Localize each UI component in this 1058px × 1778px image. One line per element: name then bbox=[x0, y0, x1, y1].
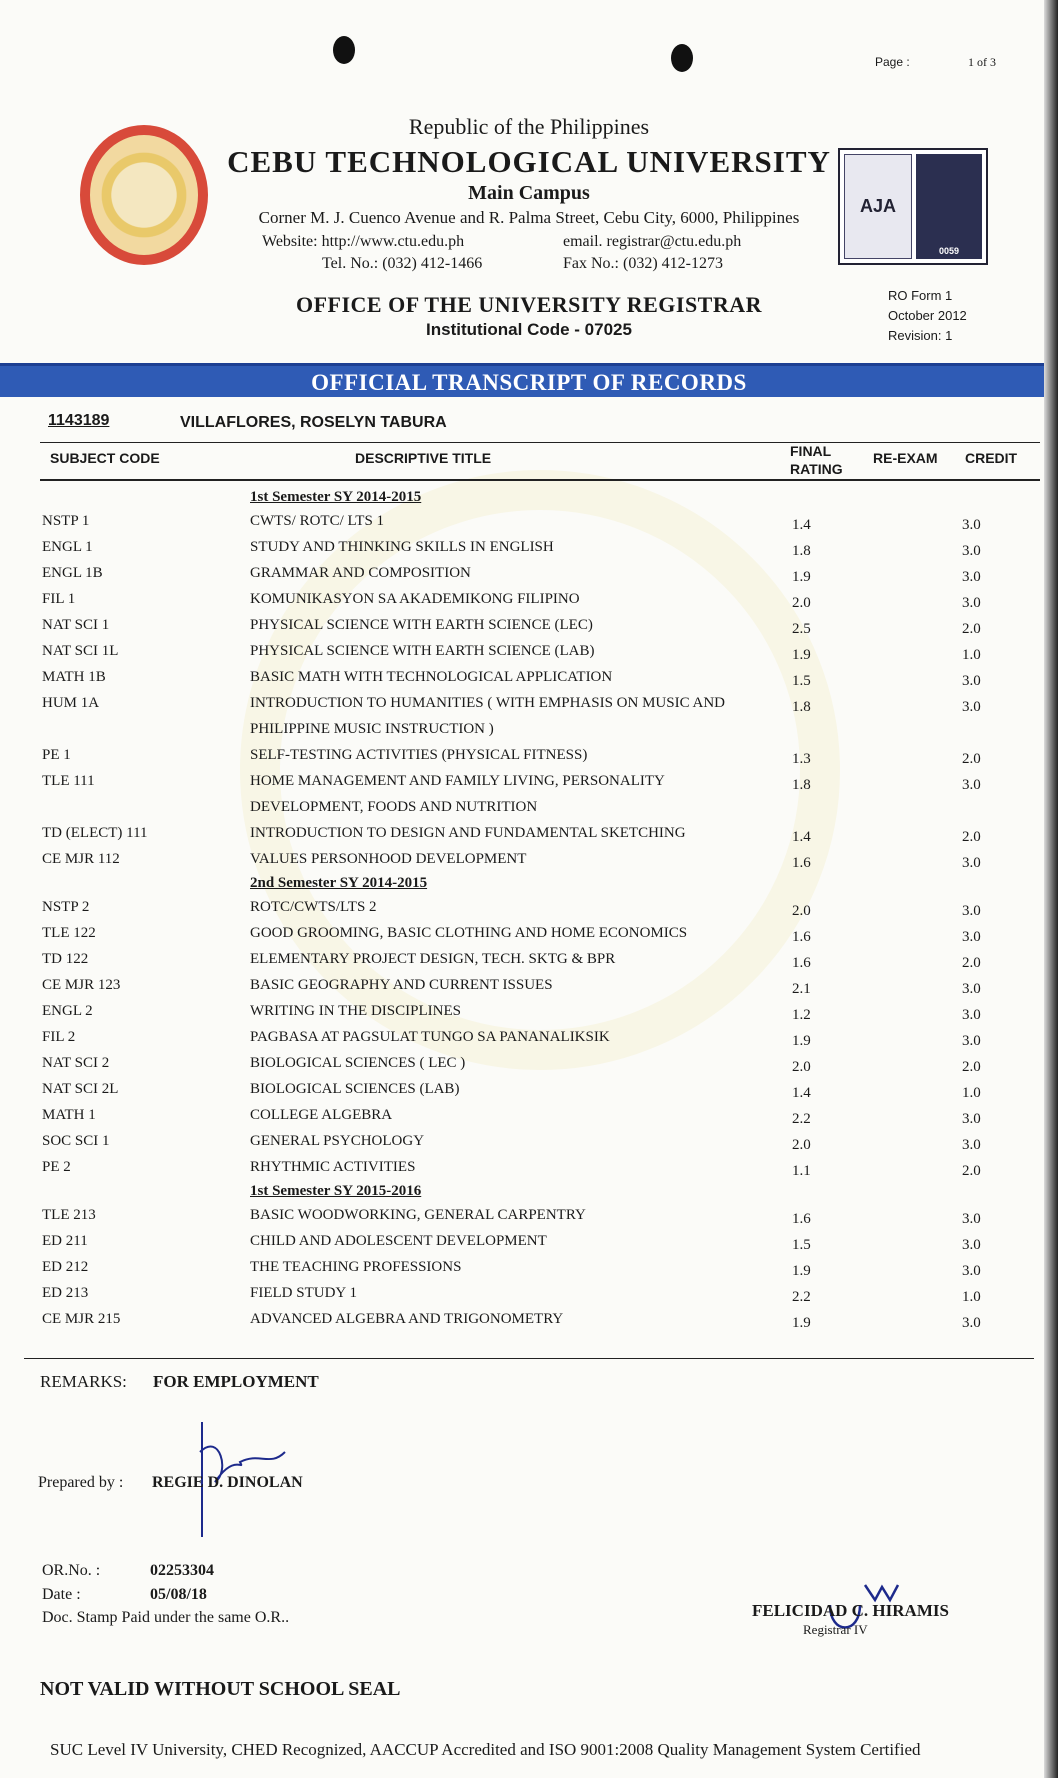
subject-code: PE 2 bbox=[42, 1159, 71, 1175]
final-rating: 1.9 bbox=[792, 1263, 811, 1279]
fax: Fax No.: (032) 412-1273 bbox=[563, 255, 723, 272]
prepared-by-name: REGIE D. DINOLAN bbox=[152, 1474, 303, 1491]
final-rating: 2.0 bbox=[792, 903, 811, 919]
descriptive-title: GENERAL PSYCHOLOGY bbox=[250, 1133, 425, 1149]
accreditation-footer: SUC Level IV University, CHED Recognized, AACCUP Accredited and ISO 9001:2008 Quality Management System Certified bbox=[50, 1740, 921, 1759]
semester-heading: 1st Semester SY 2014-2015 bbox=[250, 489, 422, 505]
final-rating: 2.1 bbox=[792, 981, 811, 997]
credit: 3.0 bbox=[962, 903, 981, 919]
final-rating: 1.8 bbox=[792, 777, 811, 793]
table-row bbox=[0, 638, 1058, 664]
subject-code: ENGL 2 bbox=[42, 1003, 93, 1019]
subject-code: MATH 1 bbox=[42, 1107, 96, 1123]
final-rating: 1.5 bbox=[792, 673, 811, 689]
column-credit: CREDIT bbox=[965, 450, 1018, 466]
final-rating: 1.6 bbox=[792, 929, 811, 945]
table-row bbox=[0, 612, 1058, 638]
subject-code: CE MJR 215 bbox=[42, 1311, 121, 1327]
transcript-banner: OFFICIAL TRANSCRIPT OF RECORDS bbox=[0, 363, 1058, 397]
descriptive-title: BASIC WOODWORKING, GENERAL CARPENTRY bbox=[250, 1207, 586, 1223]
punch-hole bbox=[671, 44, 693, 72]
credit: 3.0 bbox=[962, 777, 981, 793]
credit: 3.0 bbox=[962, 1111, 981, 1127]
descriptive-title: GOOD GROOMING, BASIC CLOTHING AND HOME ECONOMICS bbox=[250, 925, 688, 941]
descriptive-title: CWTS/ ROTC/ LTS 1 bbox=[250, 513, 385, 529]
campus-name: Main Campus bbox=[468, 182, 590, 204]
or-number-label: OR.No. : bbox=[42, 1562, 101, 1579]
divider bbox=[40, 479, 1040, 481]
subject-code: FIL 1 bbox=[42, 591, 76, 607]
final-rating: 1.1 bbox=[792, 1163, 811, 1179]
form-info: RO Form 1 October 2012 Revision: 1 bbox=[888, 288, 967, 343]
credit: 3.0 bbox=[962, 699, 981, 715]
credit: 1.0 bbox=[962, 647, 981, 663]
descriptive-title: RHYTHMIC ACTIVITIES bbox=[250, 1159, 416, 1175]
final-rating: 2.5 bbox=[792, 621, 811, 637]
subject-code: TLE 122 bbox=[42, 925, 96, 941]
subject-code: ED 211 bbox=[42, 1233, 88, 1249]
table-row bbox=[0, 1228, 1058, 1254]
table-row bbox=[0, 1102, 1058, 1128]
descriptive-title: INTRODUCTION TO DESIGN AND FUNDAMENTAL SKETCHING bbox=[250, 825, 686, 841]
divider bbox=[40, 442, 1040, 443]
descriptive-title: BIOLOGICAL SCIENCES ( LEC ) bbox=[250, 1055, 466, 1071]
telephone: Tel. No.: (032) 412-1466 bbox=[322, 255, 483, 272]
final-rating: 2.0 bbox=[792, 1059, 811, 1075]
subject-code: ENGL 1B bbox=[42, 565, 103, 581]
table-row bbox=[0, 846, 1058, 872]
subject-code: SOC SCI 1 bbox=[42, 1133, 110, 1149]
office-title: OFFICE OF THE UNIVERSITY REGISTRAR bbox=[295, 292, 763, 317]
remarks-value: FOR EMPLOYMENT bbox=[153, 1372, 319, 1391]
descriptive-title: SELF-TESTING ACTIVITIES (PHYSICAL FITNESS) bbox=[250, 747, 588, 763]
descriptive-title: BIOLOGICAL SCIENCES (LAB) bbox=[250, 1081, 460, 1097]
final-rating: 1.2 bbox=[792, 1007, 811, 1023]
column-final-rating: FINAL RATING bbox=[790, 443, 843, 477]
descriptive-title: BASIC MATH WITH TECHNOLOGICAL APPLICATION bbox=[250, 669, 613, 685]
table-row bbox=[0, 690, 1058, 742]
table-row bbox=[0, 946, 1058, 972]
subject-code: ED 212 bbox=[42, 1259, 89, 1275]
table-row bbox=[0, 1254, 1058, 1280]
credit: 3.0 bbox=[962, 673, 981, 689]
subject-code: CE MJR 123 bbox=[42, 977, 121, 993]
subject-code: TLE 213 bbox=[42, 1207, 96, 1223]
subject-code: NAT SCI 2 bbox=[42, 1055, 110, 1071]
credit: 3.0 bbox=[962, 1007, 981, 1023]
final-rating: 1.9 bbox=[792, 569, 811, 585]
credit: 1.0 bbox=[962, 1289, 981, 1305]
descriptive-title: ROTC/CWTS/LTS 2 bbox=[250, 899, 377, 915]
final-rating: 1.9 bbox=[792, 1033, 811, 1049]
semester-heading: 1st Semester SY 2015-2016 bbox=[250, 1183, 422, 1199]
credit: 3.0 bbox=[962, 981, 981, 997]
final-rating: 1.8 bbox=[792, 699, 811, 715]
credit: 3.0 bbox=[962, 1315, 981, 1331]
credit: 2.0 bbox=[962, 1059, 981, 1075]
credit: 2.0 bbox=[962, 829, 981, 845]
table-row bbox=[0, 1280, 1058, 1306]
subject-code: ENGL 1 bbox=[42, 539, 93, 555]
final-rating: 1.9 bbox=[792, 1315, 811, 1331]
table-row bbox=[0, 534, 1058, 560]
doc-stamp-note: Doc. Stamp Paid under the same O.R.. bbox=[42, 1609, 290, 1626]
descriptive-title: BASIC GEOGRAPHY AND CURRENT ISSUES bbox=[250, 977, 553, 993]
punch-hole bbox=[333, 36, 355, 64]
column-subject-code: SUBJECT CODE bbox=[50, 450, 160, 466]
table-row bbox=[0, 560, 1058, 586]
descriptive-title: HOME MANAGEMENT AND FAMILY LIVING, PERSONALITY DEVELOPMENT, FOODS AND NUTRITION bbox=[250, 773, 665, 815]
table-row bbox=[0, 1128, 1058, 1154]
table-row bbox=[0, 894, 1058, 920]
credit: 3.0 bbox=[962, 1237, 981, 1253]
subject-code: TD (ELECT) 111 bbox=[42, 825, 148, 841]
final-rating: 1.4 bbox=[792, 829, 811, 845]
credit: 1.0 bbox=[962, 1085, 981, 1101]
institutional-code: Institutional Code - 07025 bbox=[426, 320, 632, 339]
table-row bbox=[0, 920, 1058, 946]
address: Corner M. J. Cuenco Avenue and R. Palma Street, Cebu City, 6000, Philippines bbox=[258, 208, 800, 227]
table-row bbox=[0, 1024, 1058, 1050]
table-row bbox=[0, 586, 1058, 612]
final-rating: 2.2 bbox=[792, 1111, 811, 1127]
subject-code: TLE 111 bbox=[42, 773, 95, 789]
descriptive-title: STUDY AND THINKING SKILLS IN ENGLISH bbox=[250, 539, 554, 555]
grades-table bbox=[0, 486, 1058, 1332]
descriptive-title: ADVANCED ALGEBRA AND TRIGONOMETRY bbox=[250, 1311, 564, 1327]
date-label: Date : bbox=[42, 1586, 81, 1603]
remarks-label: REMARKS: bbox=[40, 1372, 127, 1391]
prepared-by-label: Prepared by : bbox=[38, 1474, 124, 1491]
table-row bbox=[0, 508, 1058, 534]
final-rating: 1.5 bbox=[792, 1237, 811, 1253]
table-row bbox=[0, 1076, 1058, 1102]
credit: 3.0 bbox=[962, 569, 981, 585]
column-descriptive-title: DESCRIPTIVE TITLE bbox=[355, 450, 492, 466]
credit: 3.0 bbox=[962, 595, 981, 611]
subject-code: HUM 1A bbox=[42, 695, 100, 711]
email: email. registrar@ctu.edu.ph bbox=[563, 233, 742, 250]
page-edge bbox=[1044, 0, 1058, 1778]
credit: 2.0 bbox=[962, 751, 981, 767]
column-re-exam: RE-EXAM bbox=[873, 450, 938, 466]
table-row bbox=[0, 820, 1058, 846]
final-rating: 1.4 bbox=[792, 517, 811, 533]
date-value: 05/08/18 bbox=[150, 1586, 207, 1603]
university-name: CEBU TECHNOLOGICAL UNIVERSITY bbox=[227, 144, 831, 179]
descriptive-title: ELEMENTARY PROJECT DESIGN, TECH. SKTG & BPR bbox=[250, 951, 616, 967]
final-rating: 1.6 bbox=[792, 1211, 811, 1227]
student-name: VILLAFLORES, ROSELYN TABURA bbox=[180, 414, 447, 431]
divider bbox=[24, 1358, 1034, 1359]
student-id: 1143189 bbox=[48, 412, 110, 429]
final-rating: 1.6 bbox=[792, 955, 811, 971]
credit: 3.0 bbox=[962, 1263, 981, 1279]
descriptive-title: PHYSICAL SCIENCE WITH EARTH SCIENCE (LAB) bbox=[250, 643, 595, 659]
table-row bbox=[0, 768, 1058, 820]
table-row bbox=[0, 1202, 1058, 1228]
subject-code: ED 213 bbox=[42, 1285, 89, 1301]
table-row bbox=[0, 1050, 1058, 1076]
descriptive-title: COLLEGE ALGEBRA bbox=[250, 1107, 393, 1123]
page-number: 1 of 3 bbox=[968, 55, 996, 69]
final-rating: 1.9 bbox=[792, 647, 811, 663]
subject-code: NAT SCI 2L bbox=[42, 1081, 119, 1097]
table-row bbox=[0, 1154, 1058, 1180]
subject-code: NAT SCI 1 bbox=[42, 617, 110, 633]
registrar-name: FELICIDAD C. HIRAMIS bbox=[752, 1601, 949, 1620]
descriptive-title: PHYSICAL SCIENCE WITH EARTH SCIENCE (LEC) bbox=[250, 617, 593, 633]
final-rating: 1.6 bbox=[792, 855, 811, 871]
descriptive-title: CHILD AND ADOLESCENT DEVELOPMENT bbox=[250, 1233, 547, 1249]
registrar-title: Registrar IV bbox=[803, 1622, 868, 1637]
credit: 2.0 bbox=[962, 955, 981, 971]
descriptive-title: GRAMMAR AND COMPOSITION bbox=[250, 565, 471, 581]
table-row bbox=[0, 998, 1058, 1024]
credit: 3.0 bbox=[962, 1033, 981, 1049]
credit: 3.0 bbox=[962, 1137, 981, 1153]
credit: 3.0 bbox=[962, 929, 981, 945]
descriptive-title: INTRODUCTION TO HUMANITIES ( WITH EMPHASIS ON MUSIC AND PHILIPPINE MUSIC INSTRUCTION ) bbox=[250, 695, 726, 737]
table-row bbox=[0, 742, 1058, 768]
credit: 3.0 bbox=[962, 1211, 981, 1227]
descriptive-title: FIELD STUDY 1 bbox=[250, 1285, 357, 1301]
descriptive-title: VALUES PERSONHOOD DEVELOPMENT bbox=[250, 851, 527, 867]
credit: 3.0 bbox=[962, 855, 981, 871]
descriptive-title: KOMUNIKASYON SA AKADEMIKONG FILIPINO bbox=[250, 591, 580, 607]
validity-notice: NOT VALID WITHOUT SCHOOL SEAL bbox=[40, 1678, 401, 1700]
descriptive-title: THE TEACHING PROFESSIONS bbox=[250, 1259, 462, 1275]
website: Website: http://www.ctu.edu.ph bbox=[262, 233, 465, 250]
credit: 2.0 bbox=[962, 1163, 981, 1179]
subject-code: CE MJR 112 bbox=[42, 851, 120, 867]
credit: 3.0 bbox=[962, 543, 981, 559]
final-rating: 1.3 bbox=[792, 751, 811, 767]
subject-code: NAT SCI 1L bbox=[42, 643, 119, 659]
final-rating: 2.0 bbox=[792, 595, 811, 611]
table-row bbox=[0, 1306, 1058, 1332]
table-row bbox=[0, 664, 1058, 690]
subject-code: MATH 1B bbox=[42, 669, 106, 685]
iso-certification-logo: AJA 0059 bbox=[838, 148, 988, 265]
descriptive-title: PAGBASA AT PAGSULAT TUNGO SA PANANALIKSIK bbox=[250, 1029, 610, 1045]
subject-code: TD 122 bbox=[42, 951, 89, 967]
subject-code: FIL 2 bbox=[42, 1029, 76, 1045]
descriptive-title: WRITING IN THE DISCIPLINES bbox=[250, 1003, 461, 1019]
credit: 2.0 bbox=[962, 621, 981, 637]
subject-code: NSTP 1 bbox=[42, 513, 90, 529]
final-rating: 2.0 bbox=[792, 1137, 811, 1153]
semester-heading: 2nd Semester SY 2014-2015 bbox=[250, 875, 428, 891]
page-label: Page : bbox=[875, 55, 910, 69]
subject-code: PE 1 bbox=[42, 747, 71, 763]
table-row bbox=[0, 972, 1058, 998]
or-number: 02253304 bbox=[150, 1562, 214, 1579]
credit: 3.0 bbox=[962, 517, 981, 533]
republic-line: Republic of the Philippines bbox=[408, 114, 650, 139]
final-rating: 2.2 bbox=[792, 1289, 811, 1305]
subject-code: NSTP 2 bbox=[42, 899, 90, 915]
final-rating: 1.4 bbox=[792, 1085, 811, 1101]
final-rating: 1.8 bbox=[792, 543, 811, 559]
